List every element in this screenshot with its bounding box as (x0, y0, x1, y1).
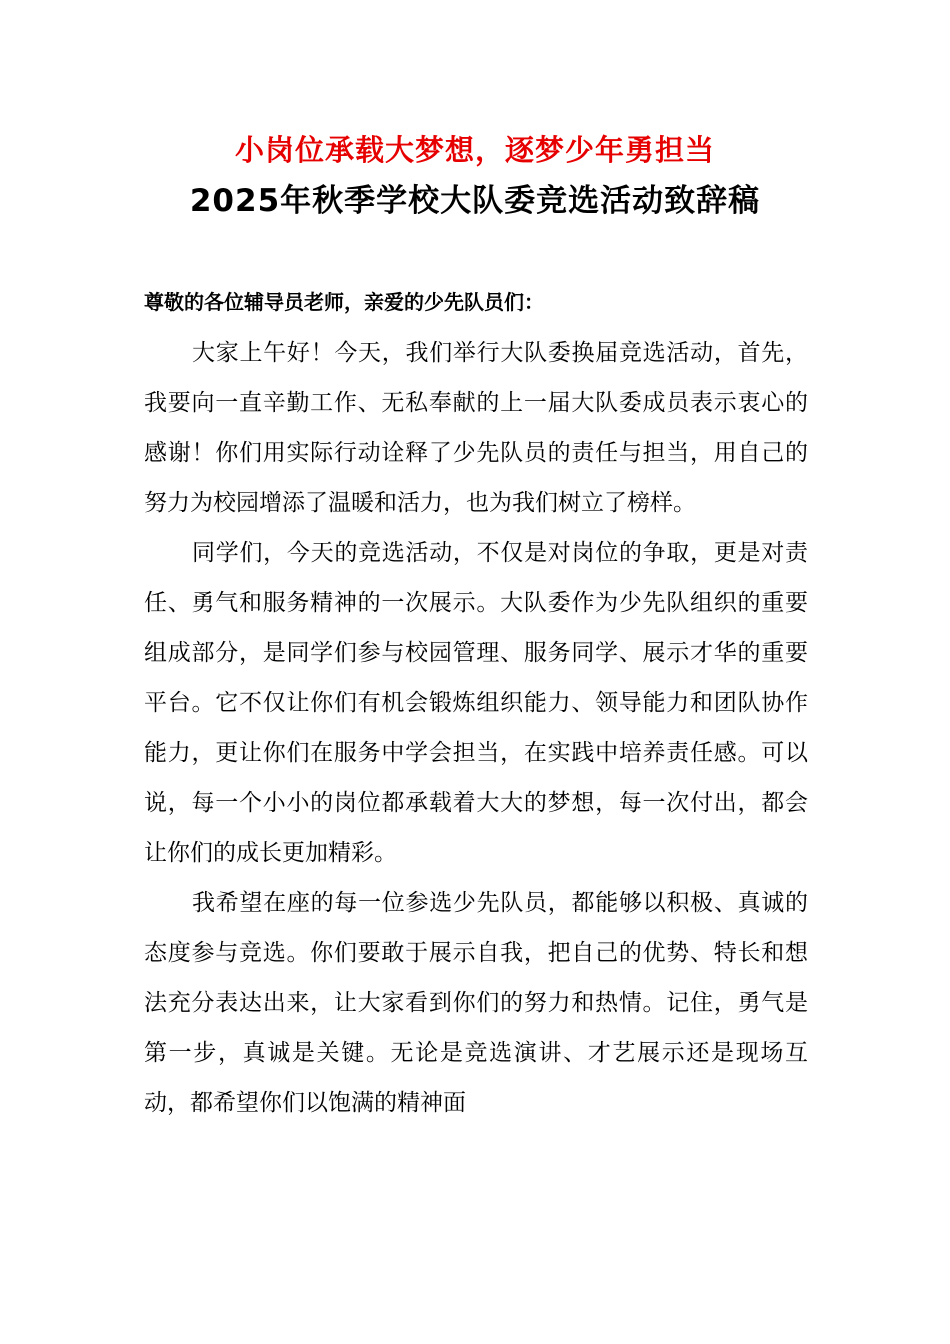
document-title-red: 小岗位承载大梦想，逐梦少年勇担当 (234, 133, 715, 167)
paragraph-1: 大家上午好！今天，我们举行大队委换届竞选活动，首先，我要向一直辛勤工作、无私奉献的上一届大队委成员表示衷心的感谢！你们用实际行动诠释了少先队员的责任与担当，用自己的努力为校园增添了温暖和活力，也为我们树立了榜样。 (144, 340, 808, 516)
document-body (144, 328, 808, 1128)
salutation: 尊敬的各位辅导员老师，亲爱的少先队员们： (144, 290, 544, 314)
document-title: 2025年秋季学校大队委竞选活动致辞稿 (189, 183, 761, 219)
paragraph-2: 同学们，今天的竞选活动，不仅是对岗位的争取，更是对责任、勇气和服务精神的一次展示。大队委作为少先队组织的重要组成部分，是同学们参与校园管理、服务同学、展示才华的重要平台。它不仅让你们有机会锻炼组织能力、领导能力和团队协作能力，更让你们在服务中学会担当，在实践中培养责任感。可以说，每一个小小的岗位都承载着大大的梦想，每一次付出，都会让你们的成长更加精彩。 (144, 540, 808, 866)
paragraph-3: 我希望在座的每一位参选少先队员，都能够以积极、真诚的态度参与竞选。你们要敢于展示自我，把自己的优势、特长和想法充分表达出来，让大家看到你们的努力和热情。记住，勇气是第一步，真诚是关键。无论是竞选演讲、才艺展示还是现场互动，都希望你们以饱满的精神面 (144, 890, 808, 1116)
